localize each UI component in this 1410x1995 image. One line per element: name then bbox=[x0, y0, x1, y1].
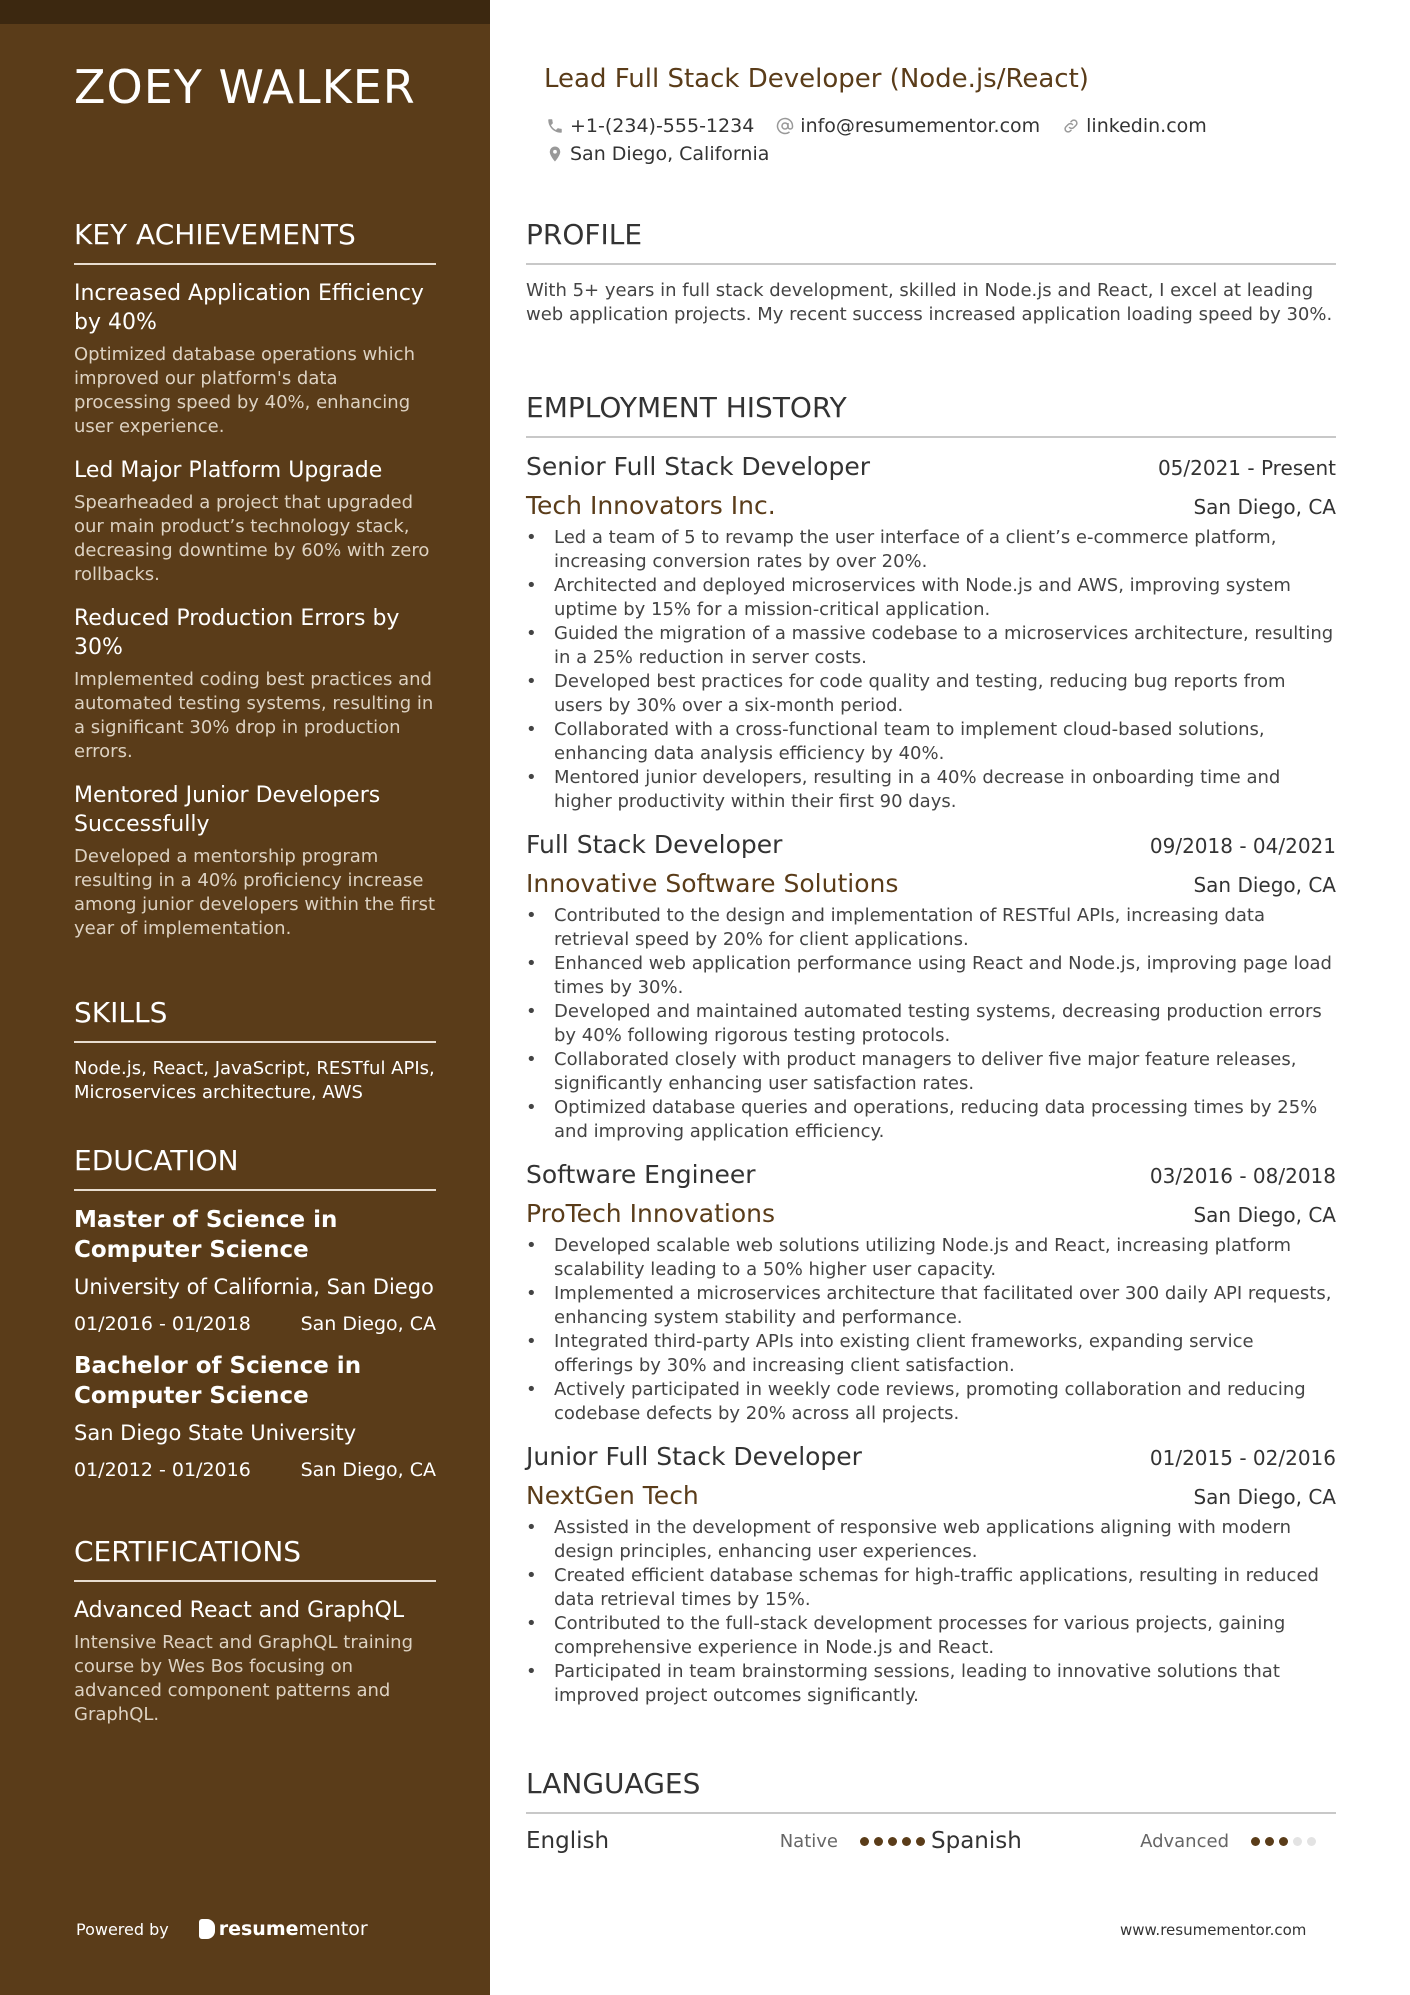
job-bullet: • Developed and maintained automated testing systems, decreasing production errors by 40% following rigorous testing protocols. bbox=[526, 1000, 1336, 1048]
education-location: San Diego, CA bbox=[300, 1313, 436, 1335]
job-dates: 05/2021 - Present bbox=[1157, 456, 1336, 480]
achievement-item bbox=[74, 279, 436, 439]
language-rating bbox=[860, 1837, 930, 1846]
job-dates: 01/2015 - 02/2016 bbox=[1149, 1446, 1336, 1470]
achievement-item bbox=[74, 604, 436, 764]
employment-heading: EMPLOYMENT HISTORY bbox=[526, 391, 1336, 438]
achievement-item bbox=[74, 456, 436, 587]
job-bullet: • Developed best practices for code quality and testing, reducing bug reports from users by 30% over a six-month period. bbox=[526, 670, 1336, 718]
education-dates: 01/2012 - 01/2016 bbox=[74, 1459, 251, 1481]
education-degree: Bachelor of Science in Computer Science bbox=[74, 1353, 362, 1409]
job-bullets bbox=[526, 904, 1336, 1144]
job-location: San Diego, CA bbox=[1193, 1485, 1336, 1509]
rating-dot-empty bbox=[1293, 1837, 1302, 1846]
sidebar bbox=[0, 0, 490, 1995]
job-location: San Diego, CA bbox=[1193, 873, 1336, 897]
education-school: University of California, San Diego bbox=[74, 1275, 434, 1299]
email-text: info@resumementor.com bbox=[800, 115, 1041, 137]
job-bullet: • Developed scalable web solutions utilizing Node.js and React, increasing platform scalability leading to a 50% higher user capacity. bbox=[526, 1234, 1336, 1282]
link-icon bbox=[1062, 117, 1080, 135]
rating-dot-filled bbox=[916, 1837, 925, 1846]
profile-text: With 5+ years in full stack development, skilled in Node.js and React, I excel at leading web application projects. My recent success increased application loading speed by 30%. bbox=[526, 280, 1333, 325]
rating-dot-empty bbox=[1307, 1837, 1316, 1846]
language-level: Advanced bbox=[1140, 1830, 1229, 1852]
resumementor-logo-icon bbox=[199, 1919, 215, 1939]
education-heading: EDUCATION bbox=[74, 1144, 436, 1191]
job-bullet: • Enhanced web application performance using React and Node.js, improving page load times by 30%. bbox=[526, 952, 1336, 1000]
job-entry bbox=[526, 452, 1336, 814]
logo-text-mentor: mentor bbox=[298, 1918, 368, 1940]
job-bullets bbox=[526, 526, 1336, 814]
job-bullet: • Actively participated in weekly code reviews, promoting collaboration and reducing codebase defects by 20% across all projects. bbox=[526, 1378, 1336, 1426]
job-bullet: • Contributed to the design and implementation of RESTful APIs, increasing data retrieval speed by 20% for client applications. bbox=[526, 904, 1336, 952]
contact-info bbox=[546, 112, 1229, 168]
skills-heading: SKILLS bbox=[74, 996, 436, 1043]
job-bullet: • Architected and deployed microservices with Node.js and AWS, improving system uptime by 15% for a mission-critical application. bbox=[526, 574, 1336, 622]
languages-heading: LANGUAGES bbox=[526, 1767, 1336, 1814]
powered-by-label: Powered by bbox=[76, 1919, 169, 1939]
education-section bbox=[74, 1144, 436, 1497]
profile-heading: PROFILE bbox=[526, 218, 1336, 265]
job-bullet: • Guided the migration of a massive codebase to a microservices architecture, resulting in a 25% reduction in server costs. bbox=[526, 622, 1336, 670]
job-bullet: • Assisted in the development of responsive web applications aligning with modern design principles, enhancing user experiences. bbox=[526, 1516, 1336, 1564]
job-entry bbox=[526, 830, 1336, 1144]
job-bullet: • Created efficient database schemas for high-traffic applications, resulting in reduced data retrieval times by 15%. bbox=[526, 1564, 1336, 1612]
achievement-item bbox=[74, 781, 436, 941]
contact-location bbox=[546, 143, 769, 165]
education-dates: 01/2016 - 01/2018 bbox=[74, 1313, 251, 1335]
rating-dot-filled bbox=[1251, 1837, 1260, 1846]
rating-dot-filled bbox=[1265, 1837, 1274, 1846]
achievement-desc: Implemented coding best practices and automated testing systems, resulting in a significant 30% drop in production errors. bbox=[74, 669, 434, 762]
job-company: ProTech Innovations bbox=[526, 1199, 775, 1228]
job-bullet: • Integrated third-party APIs into existing client frameworks, expanding service offerings by 30% and increasing client satisfaction. bbox=[526, 1330, 1336, 1378]
powered-by bbox=[76, 1918, 368, 1940]
certification-desc: Intensive React and GraphQL training course by Wes Bos focusing on advanced component patterns and GraphQL. bbox=[74, 1632, 414, 1725]
logo-text-resume: resume bbox=[218, 1918, 299, 1940]
job-location: San Diego, CA bbox=[1193, 1203, 1336, 1227]
job-role: Software Engineer bbox=[526, 1160, 756, 1189]
footer-url[interactable]: www.resumementor.com bbox=[1120, 1921, 1307, 1939]
rating-dot-filled bbox=[888, 1837, 897, 1846]
job-dates: 09/2018 - 04/2021 bbox=[1149, 834, 1336, 858]
skills-section bbox=[74, 996, 436, 1105]
at-icon bbox=[776, 117, 794, 135]
language-level: Native bbox=[779, 1830, 838, 1852]
phone-icon bbox=[546, 117, 564, 135]
location-text: San Diego, California bbox=[570, 143, 770, 165]
job-entry bbox=[526, 1160, 1336, 1426]
job-bullet: • Optimized database queries and operations, reducing data processing times by 25% and improving application efficiency. bbox=[526, 1096, 1336, 1144]
job-company: NextGen Tech bbox=[526, 1481, 699, 1510]
job-company: Innovative Software Solutions bbox=[526, 869, 899, 898]
job-location: San Diego, CA bbox=[1193, 495, 1336, 519]
certification-item bbox=[74, 1596, 436, 1727]
headline-title: Lead Full Stack Developer (Node.js/React) bbox=[544, 64, 1089, 94]
education-item bbox=[74, 1351, 436, 1481]
job-bullet: • Mentored junior developers, resulting in a 40% decrease in onboarding time and higher productivity within their first 90 days. bbox=[526, 766, 1336, 814]
certifications-section bbox=[74, 1535, 436, 1744]
language-item bbox=[931, 1828, 1321, 1854]
main-content bbox=[490, 0, 1410, 1995]
profile-section bbox=[526, 218, 1336, 327]
education-item bbox=[74, 1205, 436, 1335]
linkedin-text: linkedin.com bbox=[1086, 115, 1207, 137]
skills-list: Node.js, React, JavaScript, RESTful APIs, Microservices architecture, AWS bbox=[74, 1058, 435, 1103]
job-entry bbox=[526, 1442, 1336, 1708]
language-name: English bbox=[526, 1828, 610, 1854]
language-item bbox=[526, 1828, 931, 1854]
job-role: Full Stack Developer bbox=[526, 830, 783, 859]
employment-section bbox=[526, 391, 1336, 1724]
resumementor-logo[interactable] bbox=[199, 1918, 368, 1940]
rating-dot-filled bbox=[1279, 1837, 1288, 1846]
job-bullet: • Implemented a microservices architecture that facilitated over 300 daily API requests, enhancing system stability and performance. bbox=[526, 1282, 1336, 1330]
achievements-section bbox=[74, 218, 436, 958]
job-bullet: • Collaborated closely with product managers to deliver five major feature releases, significantly enhancing user satisfaction rates. bbox=[526, 1048, 1336, 1096]
job-bullets bbox=[526, 1234, 1336, 1426]
achievements-heading: KEY ACHIEVEMENTS bbox=[74, 218, 436, 265]
achievement-desc: Optimized database operations which improved our platform's data processing speed by 40%, enhancing user experience. bbox=[74, 344, 415, 437]
achievement-desc: Spearheaded a project that upgraded our main product’s technology stack, decreasing downtime by 60% with zero rollbacks. bbox=[74, 492, 430, 585]
rating-dot-filled bbox=[874, 1837, 883, 1846]
job-bullet: • Participated in team brainstorming sessions, leading to innovative solutions that improved project outcomes significantly. bbox=[526, 1660, 1336, 1708]
certification-title: Advanced React and GraphQL bbox=[74, 1598, 405, 1623]
job-bullet: • Led a team of 5 to revamp the user interface of a client’s e-commerce platform, increasing conversion rates by over 20%. bbox=[526, 526, 1336, 574]
sidebar-top-bar bbox=[0, 0, 490, 24]
achievement-title: Led Major Platform Upgrade bbox=[74, 458, 383, 483]
job-company: Tech Innovators Inc. bbox=[526, 491, 776, 520]
achievement-title: Increased Application Efficiency by 40% bbox=[74, 281, 424, 335]
contact-phone[interactable] bbox=[546, 115, 754, 137]
language-rating bbox=[1251, 1837, 1321, 1846]
job-role: Junior Full Stack Developer bbox=[526, 1442, 862, 1471]
achievement-title: Mentored Junior Developers Successfully bbox=[74, 783, 381, 837]
rating-dot-filled bbox=[860, 1837, 869, 1846]
education-degree: Master of Science in Computer Science bbox=[74, 1207, 338, 1263]
job-role: Senior Full Stack Developer bbox=[526, 452, 870, 481]
contact-linkedin[interactable] bbox=[1062, 115, 1207, 137]
contact-email[interactable] bbox=[776, 115, 1040, 137]
languages-section bbox=[526, 1767, 1336, 1854]
education-location: San Diego, CA bbox=[300, 1459, 436, 1481]
candidate-name: ZOEY WALKER bbox=[74, 60, 416, 114]
job-bullets bbox=[526, 1516, 1336, 1708]
phone-text: +1-(234)-555-1234 bbox=[570, 115, 755, 137]
achievement-desc: Developed a mentorship program resulting in a 40% proficiency increase among junior developers within the first year of implementation. bbox=[74, 846, 436, 939]
rating-dot-filled bbox=[902, 1837, 911, 1846]
language-name: Spanish bbox=[931, 1828, 1022, 1854]
education-school: San Diego State University bbox=[74, 1421, 357, 1445]
location-pin-icon bbox=[546, 145, 564, 163]
job-bullet: • Contributed to the full-stack development processes for various projects, gaining comprehensive experience in Node.js and React. bbox=[526, 1612, 1336, 1660]
certifications-heading: CERTIFICATIONS bbox=[74, 1535, 436, 1582]
achievement-title: Reduced Production Errors by 30% bbox=[74, 606, 400, 660]
job-bullet: • Collaborated with a cross-functional team to implement cloud-based solutions, enhancing data analysis efficiency by 40%. bbox=[526, 718, 1336, 766]
job-dates: 03/2016 - 08/2018 bbox=[1149, 1164, 1336, 1188]
